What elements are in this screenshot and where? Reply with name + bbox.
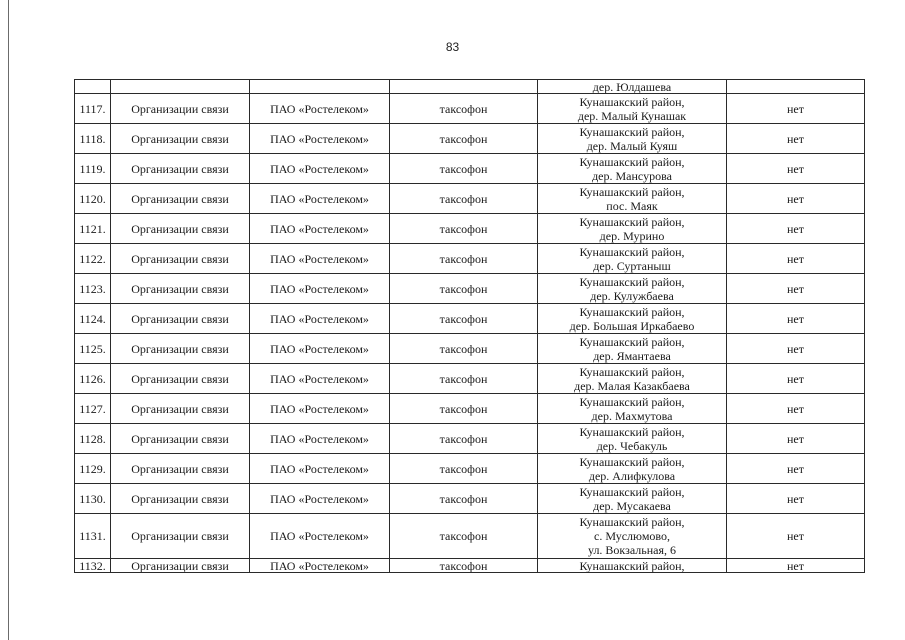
cell-address	[538, 394, 727, 424]
cell-category	[111, 80, 250, 94]
cell-status: нет	[727, 559, 865, 573]
address-line: ул. Вокзальная, 6	[587, 543, 677, 557]
cell-type: таксофон	[390, 559, 538, 573]
registry-table-body	[75, 80, 865, 573]
cell-status: нет	[727, 514, 865, 559]
table-row	[75, 94, 865, 124]
table-row	[75, 514, 865, 559]
cell-type: таксофон	[390, 304, 538, 334]
address-line: дер. Мансурова	[592, 168, 672, 183]
address-line: Кунашакский район,	[579, 94, 685, 109]
address-line: дер. Кулужбаева	[590, 288, 674, 303]
cell-num: 1126.	[75, 364, 111, 394]
table-row-carry-over	[75, 80, 865, 94]
address-line: дер. Малая Казакбаева	[574, 378, 690, 393]
cell-address	[538, 124, 727, 154]
cell-operator: ПАО «Ростелеком»	[250, 244, 390, 274]
cell-category: Организации связи	[111, 559, 250, 573]
cell-type: таксофон	[390, 364, 538, 394]
cell-status: нет	[727, 394, 865, 424]
cell-num: 1124.	[75, 304, 111, 334]
cell-category: Организации связи	[111, 184, 250, 214]
cell-address	[538, 94, 727, 124]
cell-status: нет	[727, 184, 865, 214]
cell-num: 1122.	[75, 244, 111, 274]
address-line: Кунашакский район,	[579, 244, 685, 259]
cell-type: таксофон	[390, 484, 538, 514]
cell-operator: ПАО «Ростелеком»	[250, 484, 390, 514]
cell-operator: ПАО «Ростелеком»	[250, 559, 390, 573]
address-line: Кунашакский район,	[579, 364, 685, 379]
cell-type: таксофон	[390, 334, 538, 364]
cell-operator: ПАО «Ростелеком»	[250, 334, 390, 364]
cell-type: таксофон	[390, 454, 538, 484]
table-row	[75, 364, 865, 394]
cell-operator: ПАО «Ростелеком»	[250, 214, 390, 244]
cell-num: 1127.	[75, 394, 111, 424]
address-line: Кунашакский район,	[579, 124, 685, 139]
cell-category: Организации связи	[111, 124, 250, 154]
cell-address	[538, 154, 727, 184]
address-line: дер. Ямантаева	[593, 348, 671, 363]
cell-address	[538, 244, 727, 274]
cell-num: 1121.	[75, 214, 111, 244]
cell-category: Организации связи	[111, 334, 250, 364]
cell-status: нет	[727, 424, 865, 454]
table-row	[75, 304, 865, 334]
cell-category: Организации связи	[111, 454, 250, 484]
cell-address	[538, 559, 727, 573]
table-row	[75, 424, 865, 454]
address-line: дер. Чебакуль	[596, 438, 668, 453]
cell-type: таксофон	[390, 274, 538, 304]
cell-num: 1131.	[75, 514, 111, 559]
address-line: Кунашакский район,	[579, 484, 685, 499]
cell-operator: ПАО «Ростелеком»	[250, 364, 390, 394]
address-line: Кунашакский район,	[579, 334, 685, 349]
table-row	[75, 334, 865, 364]
cell-num: 1125.	[75, 334, 111, 364]
cell-type: таксофон	[390, 394, 538, 424]
cell-operator: ПАО «Ростелеком»	[250, 94, 390, 124]
address-line: дер. Мурино	[599, 228, 665, 243]
cell-num: 1117.	[75, 94, 111, 124]
table-row	[75, 394, 865, 424]
cell-status	[727, 80, 865, 94]
cell-address	[538, 424, 727, 454]
cell-type	[390, 80, 538, 94]
address-line: Кунашакский район,	[579, 424, 685, 439]
cell-status: нет	[727, 364, 865, 394]
address-line: Кунашакский район,	[579, 274, 685, 289]
cell-status: нет	[727, 154, 865, 184]
table-row	[75, 154, 865, 184]
cell-address	[538, 274, 727, 304]
table-row	[75, 214, 865, 244]
cell-operator: ПАО «Ростелеком»	[250, 424, 390, 454]
address-line: Кунашакский район,	[579, 515, 685, 529]
cell-type: таксофон	[390, 94, 538, 124]
cell-operator: ПАО «Ростелеком»	[250, 184, 390, 214]
cell-operator: ПАО «Ростелеком»	[250, 454, 390, 484]
cell-status: нет	[727, 304, 865, 334]
cell-operator: ПАО «Ростелеком»	[250, 124, 390, 154]
table-row	[75, 124, 865, 154]
cell-num: 1123.	[75, 274, 111, 304]
cell-address	[538, 454, 727, 484]
cell-status: нет	[727, 334, 865, 364]
cell-address	[538, 514, 727, 559]
cell-category: Организации связи	[111, 94, 250, 124]
address-line: Кунашакский район,	[579, 154, 685, 169]
cell-operator: ПАО «Ростелеком»	[250, 274, 390, 304]
cell-category: Организации связи	[111, 394, 250, 424]
cell-type: таксофон	[390, 154, 538, 184]
address-line: дер. Алифкулова	[588, 468, 676, 483]
cell-operator: ПАО «Ростелеком»	[250, 304, 390, 334]
cell-num	[75, 80, 111, 94]
cell-address	[538, 304, 727, 334]
cell-status: нет	[727, 214, 865, 244]
cell-num: 1132.	[75, 559, 111, 573]
table-row	[75, 559, 865, 573]
cell-type: таксофон	[390, 214, 538, 244]
cell-category: Организации связи	[111, 364, 250, 394]
address-line: пос. Маяк	[606, 198, 658, 213]
cell-status: нет	[727, 244, 865, 274]
address-line: Кунашакский район,	[579, 304, 685, 319]
cell-operator: ПАО «Ростелеком»	[250, 514, 390, 559]
cell-operator: ПАО «Ростелеком»	[250, 154, 390, 184]
address-line: дер. Большая Иркабаево	[569, 318, 695, 333]
page-number: 83	[445, 40, 460, 54]
address-line: дер. Малый Куяш	[586, 138, 678, 153]
cell-address	[538, 484, 727, 514]
cell-category: Организации связи	[111, 514, 250, 559]
cell-status: нет	[727, 454, 865, 484]
cell-address	[538, 184, 727, 214]
cell-num: 1118.	[75, 124, 111, 154]
address-line: Кунашакский район,	[579, 214, 685, 229]
table-row	[75, 454, 865, 484]
address-line: с. Муслюмово,	[594, 529, 670, 543]
table-row	[75, 184, 865, 214]
table-row	[75, 484, 865, 514]
cell-status: нет	[727, 484, 865, 514]
page-left-edge	[8, 0, 9, 640]
registry-table	[74, 79, 865, 573]
address-line: дер. Мусакаева	[593, 498, 671, 513]
cell-category: Организации связи	[111, 484, 250, 514]
table-row	[75, 274, 865, 304]
cell-status: нет	[727, 124, 865, 154]
cell-operator: ПАО «Ростелеком»	[250, 394, 390, 424]
address-line: Кунашакский район,	[579, 184, 685, 199]
address-line: Кунашакский район,	[579, 558, 685, 573]
cell-num: 1130.	[75, 484, 111, 514]
cell-num: 1119.	[75, 154, 111, 184]
address-line: дер. Суртаныш	[593, 258, 671, 273]
cell-address: дер. Юлдашева	[538, 80, 727, 94]
cell-type: таксофон	[390, 124, 538, 154]
cell-category: Организации связи	[111, 214, 250, 244]
cell-category: Организации связи	[111, 274, 250, 304]
cell-category: Организации связи	[111, 154, 250, 184]
cell-status: нет	[727, 94, 865, 124]
table-row	[75, 244, 865, 274]
address-line: Кунашакский район,	[579, 454, 685, 469]
address-line: дер. Малый Кунашак	[577, 108, 687, 123]
cell-category: Организации связи	[111, 244, 250, 274]
cell-num: 1120.	[75, 184, 111, 214]
cell-status: нет	[727, 274, 865, 304]
cell-type: таксофон	[390, 424, 538, 454]
cell-category: Организации связи	[111, 304, 250, 334]
cell-address	[538, 334, 727, 364]
cell-type: таксофон	[390, 514, 538, 559]
cell-address	[538, 214, 727, 244]
cell-num: 1129.	[75, 454, 111, 484]
cell-operator	[250, 80, 390, 94]
cell-category: Организации связи	[111, 424, 250, 454]
cell-type: таксофон	[390, 244, 538, 274]
cell-num: 1128.	[75, 424, 111, 454]
cell-address	[538, 364, 727, 394]
address-line: Кунашакский район,	[579, 394, 685, 409]
address-line: дер. Махмутова	[591, 408, 673, 423]
cell-type: таксофон	[390, 184, 538, 214]
